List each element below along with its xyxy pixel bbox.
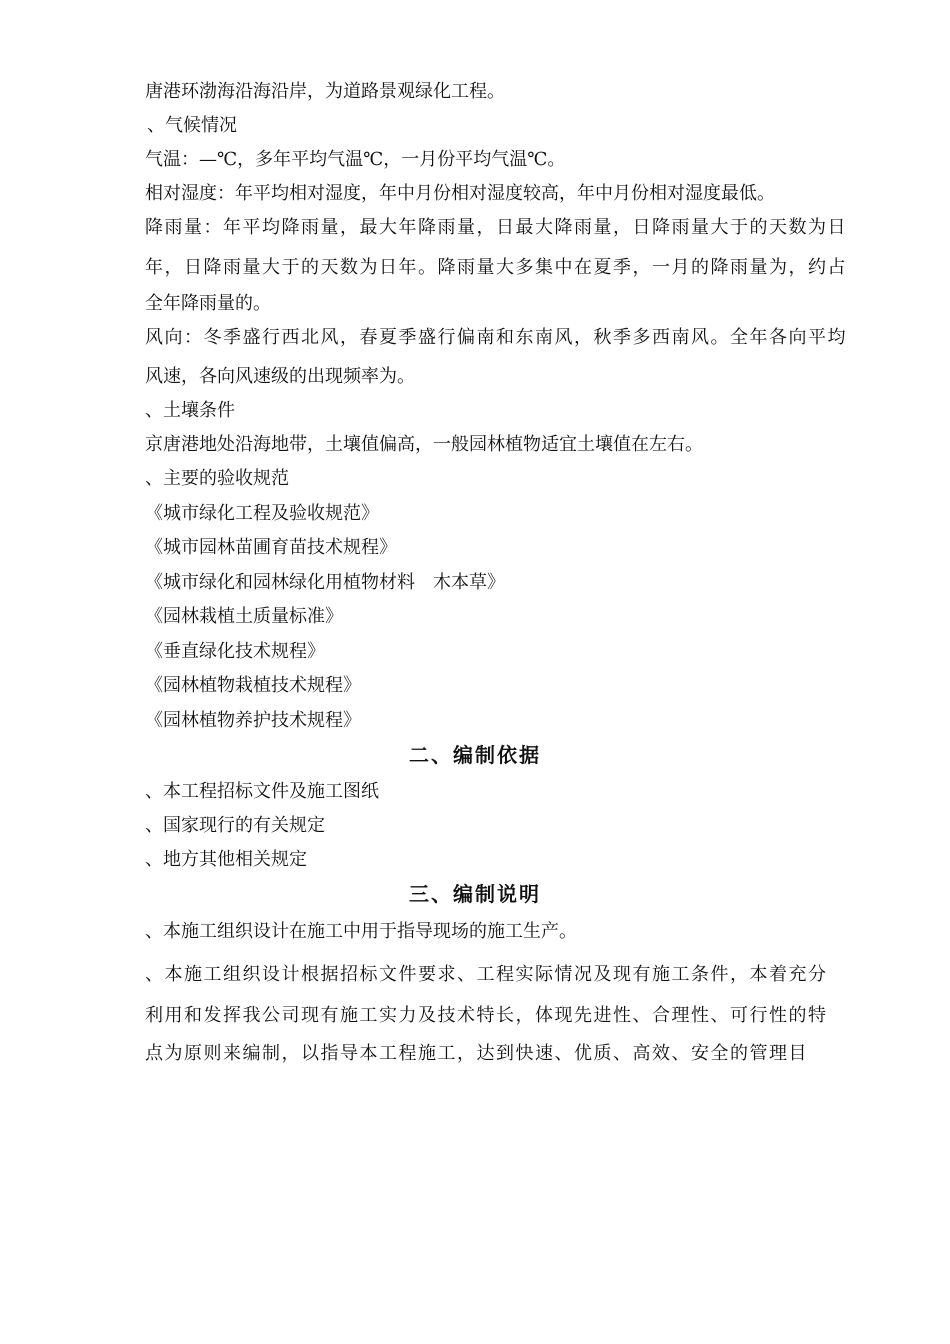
body-text-temperature: 气温：—℃，多年平均气温℃，一月份平均气温℃。	[145, 149, 566, 170]
section-subheading-soil: 、土壤条件	[145, 400, 235, 421]
body-text-wind: 风向：冬季盛行西北风，春夏季盛行偏南和东南风，秋季多西南风。全年各向平均	[145, 327, 847, 348]
body-text-line: 唐港环渤海沿海沿岸，为道路景观绿化工程。	[145, 81, 505, 102]
body-text-humidity: 相对湿度：年平均相对湿度，年中月份相对湿度较高，年中月份相对湿度最低。	[145, 183, 775, 204]
section-subheading-standards: 、主要的验收规范	[145, 468, 289, 489]
list-item: 、本施工组织设计在施工中用于指导现场的施工生产。	[145, 921, 577, 942]
body-text-rainfall-end: 全年降雨量的。	[145, 293, 271, 314]
list-item: 、国家现行的有关规定	[145, 815, 325, 836]
standard-item: 《园林植物栽植技术规程》	[145, 675, 361, 696]
body-text-wind-cont: 风速，各向风速级的出现频率为。	[145, 366, 415, 387]
body-text-soil: 京唐港地处沿海地带，土壤值偏高，一般园林植物适宜土壤值在左右。	[145, 434, 703, 455]
body-text-line: 、本施工组织设计根据招标文件要求、工程实际情况及现有施工条件，本着充分	[145, 964, 828, 985]
list-item: 、本工程招标文件及施工图纸	[145, 781, 379, 802]
section-heading-basis: 二、编制依据	[409, 743, 541, 767]
standard-item: 《垂直绿化技术规程》	[145, 641, 325, 662]
standard-item: 《园林栽植土质量标准》	[145, 606, 343, 627]
standard-item: 《城市绿化和园林绿化用植物材料 木本草》	[145, 572, 505, 593]
body-text-line: 利用和发挥我公司现有施工实力及技术特长，体现先进性、合理性、可行性的特	[145, 1005, 828, 1026]
standard-item: 《城市绿化工程及验收规范》	[145, 503, 379, 524]
standard-item: 《城市园林苗圃育苗技术规程》	[145, 537, 397, 558]
body-text-rainfall-cont: 年，日降雨量大于的天数为日年。降雨量大多集中在夏季，一月的降雨量为，约占	[145, 257, 847, 278]
body-text-line: 点为原则来编制，以指导本工程施工，达到快速、优质、高效、安全的管理目	[145, 1043, 808, 1064]
body-text-rainfall: 降雨量：年平均降雨量，最大年降雨量，日最大降雨量，日降雨量大于的天数为日	[145, 217, 847, 238]
section-subheading-climate: 、气候情况	[147, 115, 237, 136]
standard-item: 《园林植物养护技术规程》	[145, 710, 361, 731]
section-heading-description: 三、编制说明	[409, 882, 541, 906]
list-item: 、地方其他相关规定	[145, 849, 307, 870]
